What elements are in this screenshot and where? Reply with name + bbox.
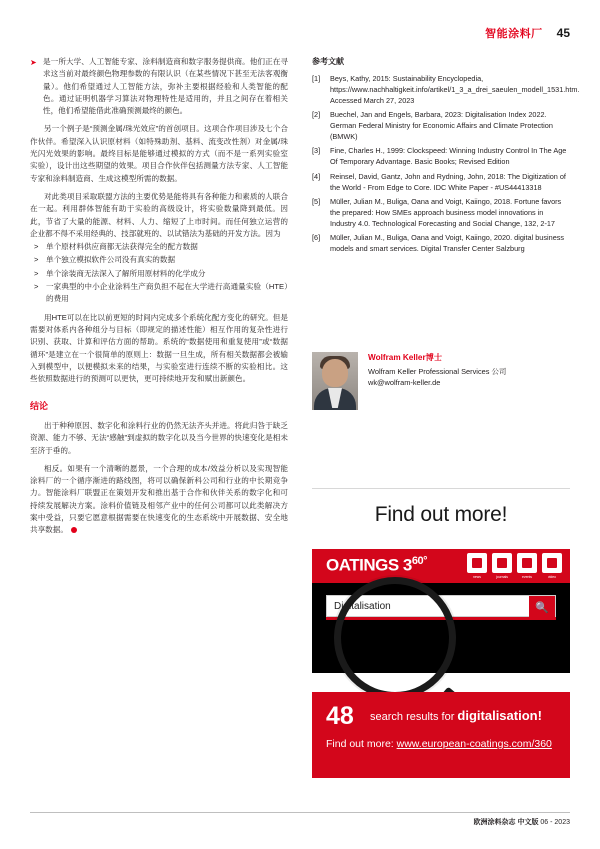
reference-item	[312, 233, 570, 255]
references-heading: 参考文献	[312, 57, 344, 66]
video-icon[interactable]	[542, 553, 562, 579]
reference-text: Reinsel, David, Gantz, John and Rydning, John, 2018: The Digitization of the World - From Edge to Core. IDC White Paper - #US44413318	[330, 171, 566, 192]
page-number: 45	[556, 26, 570, 40]
reference-text: Müller, Julian M., Buliga, Oana and Voigt, Kaiingo, 2018. Fortune favors the prepared: How SMEs approach business model innovations in Industry 4.0. Technological Forecasting and Social Change, 132, 2-17	[330, 197, 562, 229]
reference-item	[312, 110, 570, 143]
reference-number: [2]	[312, 110, 321, 120]
page-header	[0, 22, 600, 44]
reference-number: [4]	[312, 171, 321, 181]
author-details	[368, 352, 570, 389]
list-item	[30, 268, 288, 280]
chevron-right-icon: >	[34, 255, 39, 265]
search-input-value: Digitalisation	[334, 600, 391, 612]
list-item-label: 单个独立模拟软件公司没有真实的数据	[46, 255, 176, 265]
reference-text: Müller, Julian M., Buliga, Oana and Voigt, Kaiingo, 2020. digital business models and smart services. Digital Transfer Center Salzburg	[330, 233, 565, 254]
ad-findout-prefix: Find out more:	[326, 738, 397, 750]
page-footer	[0, 817, 600, 827]
paragraph: 用HTE可以在比以前更短的时间内完成多个系统化配方变化的研究。但是需要对体系内各种组分与目标（即规定的描述性能）相互作用的复杂性进行识别、获取、计算和评估方面的帮助。系统的“数据使用和重复使用”或“数据循环”是建立在一个很简单的原则上：数据一旦生成，所有相关数据都会被输入到模型中，以便模拟未来的结果，与实验室进行连续不断的实验相比。这些依照数据进行的预测可以更快，更可持续地开发和赋出新颜色。	[30, 312, 288, 384]
list-item-label: 一家典型的中小企业涂料生产商负担不起在大学进行高通量实验（HTE）的费用	[46, 282, 288, 304]
magnifier-icon	[334, 577, 456, 699]
section-heading-conclusion: 结论	[30, 401, 49, 412]
ad-brand-degree: 60°	[411, 555, 428, 567]
search-icon[interactable]: 🔍	[529, 596, 555, 618]
ad-results-text	[370, 708, 542, 723]
chevron-right-icon: >	[34, 282, 39, 292]
paragraph: 出于种种原因、数字化和涂料行业的仍然无法齐头并进。将此归咎于缺乏资源、能力不够、无法“感触”到虚拟的数字化以及当今世界的快速变化是相未至济于垂的。	[30, 421, 288, 455]
list-item	[30, 241, 288, 253]
ad-results-prefix: search results for	[370, 711, 458, 723]
events-icon[interactable]	[517, 553, 537, 579]
ad-results-count: 48	[326, 702, 354, 730]
avatar	[312, 352, 358, 410]
ad-results-keyword: digitalisation!	[457, 708, 542, 723]
end-of-article-dot-icon	[71, 527, 77, 533]
list-item-label: 单个涂装商无法深入了解所用原材料的化学成分	[46, 268, 206, 278]
paragraph: 是一所大学、人工智能专家、涂料制造商和数字服务提供商。他们正在寻求这当前对最终颜色物理参数的有限认识（在某些情况下甚至无法客观衡量）。他们希望通过人工智能方法，弥补主要根据经验和人类智能的配色。通过证明机器学习算法对物理特性是适用的，并且之间存在着相关性，他们希望能借此准确预测最终的颜色。	[43, 57, 288, 116]
reference-number: [6]	[312, 233, 321, 243]
paragraph: 另一个例子是“预测金属/珠光效应”的首创项目。这项合作项目涉及七个合作伙伴。希望深入认识原材料（如特殊助剂、基料、流变改性剂）对金属/珠光闪光效果的影响。最终目标是能够通过模拟的方式（而不是一系列实验室实验），设计出这些期望的效果。项目合作伙伴包括测量方法专家、人工智能专家和涂料制造商、生成这模型所需的数据。	[30, 124, 288, 183]
ad-nav-icons[interactable]	[467, 553, 562, 579]
events-icon-label: events	[522, 575, 532, 579]
news-icon-label: news	[473, 575, 481, 579]
footer-magazine: 欧洲涂料杂志	[473, 819, 516, 826]
footer-edition: 中文版	[517, 819, 539, 826]
ad-findout-url[interactable]: www.european-coatings.com/360	[396, 738, 552, 750]
reference-number: [3]	[312, 146, 321, 156]
ad-findout-line[interactable]	[326, 738, 552, 750]
video-icon-label: video	[547, 575, 557, 579]
list-item	[30, 254, 288, 266]
avatar-face	[322, 359, 348, 387]
ad-results-banner	[312, 692, 570, 778]
footer-divider	[30, 812, 570, 813]
reference-item	[312, 73, 580, 107]
arrow-bullet-icon: ➤	[30, 58, 37, 67]
list-item	[30, 281, 288, 306]
ad-brand-logo	[326, 555, 427, 576]
paragraph: 对此类项目采取联盟方法的主要优势是能将具有各种能力和素质的人联合在一起。利用群体智能有助于实验的高级设计，将实验数量降到最低。因此，节省了大量的能源、材料、人力、缩短了上市时间。而任何独立运营的企业都不得不采用经典的、技部就班的、以试错法为基础的开发方法。因为	[30, 191, 288, 238]
paragraph-text: 相反。如果有一个清晰的愿景，一个合理的成本/效益分析以及实现智能涂料厂的一个循序渐进的路线图，将可以确保新科公司和行业的中长期竞争力。智能涂料厂联盟正在策划开发和推出基于合作和伙伴关系的数字化和可持续发展解决方案。涂料价值链及相邻产业中的任何公司都可以此类解决方案中受益，只要它愿意根据需要在快速变化的生态系统中开展数据、安全地共享数据。	[30, 463, 288, 535]
journals-icon[interactable]	[492, 553, 512, 579]
reference-text: Buechel, Jan and Engels, Barbara, 2023: Digitalisation Index 2022. German Federal Ministry for Economic Affairs and Climate Protection (BMWK)	[330, 110, 553, 141]
author-affiliation: Wolfram Keller Professional Services 公司	[368, 367, 507, 377]
chevron-right-icon: >	[34, 242, 39, 252]
page-title: 智能涂料厂	[485, 28, 543, 40]
ad-title: Find out more!	[374, 503, 508, 526]
reference-item	[312, 172, 570, 194]
advertisement[interactable]	[312, 488, 570, 778]
author-block	[312, 352, 570, 389]
ad-brand-bar	[312, 549, 570, 583]
news-icon[interactable]	[467, 553, 487, 579]
chevron-right-icon: >	[34, 268, 39, 278]
paragraph	[30, 463, 288, 537]
reference-item	[312, 197, 570, 230]
reference-number: [5]	[312, 197, 321, 207]
reference-text: Fine, Charles H., 1999: Clockspeed: Winning Industry Control In The Age Of Temporary Advantage. Basic Books; Revised Edition	[330, 146, 567, 167]
author-email[interactable]: wk@wolfram-keller.de	[368, 378, 441, 388]
left-column	[30, 56, 288, 537]
lead-paragraph-block	[30, 56, 288, 117]
footer-issue: 06 - 2023	[540, 819, 570, 826]
reference-item	[312, 146, 570, 168]
ad-brand-text: OATINGS 3	[326, 555, 412, 575]
journals-icon-label: journals	[496, 575, 508, 579]
reference-number: [1]	[312, 73, 321, 83]
list-item-label: 单个原材料供应商都无法获得完全的配方数据	[46, 242, 198, 252]
right-column	[312, 56, 580, 259]
reference-text: Beys, Kathy, 2015: Sustainability Encyclopedia, https://www.nachhaltigkeit.info/artikel/1_3_a_drei_saeulen_modell_1531.htm. Accessed March 27, 2023	[330, 73, 580, 105]
author-name: Wolfram Keller博士	[368, 353, 443, 362]
